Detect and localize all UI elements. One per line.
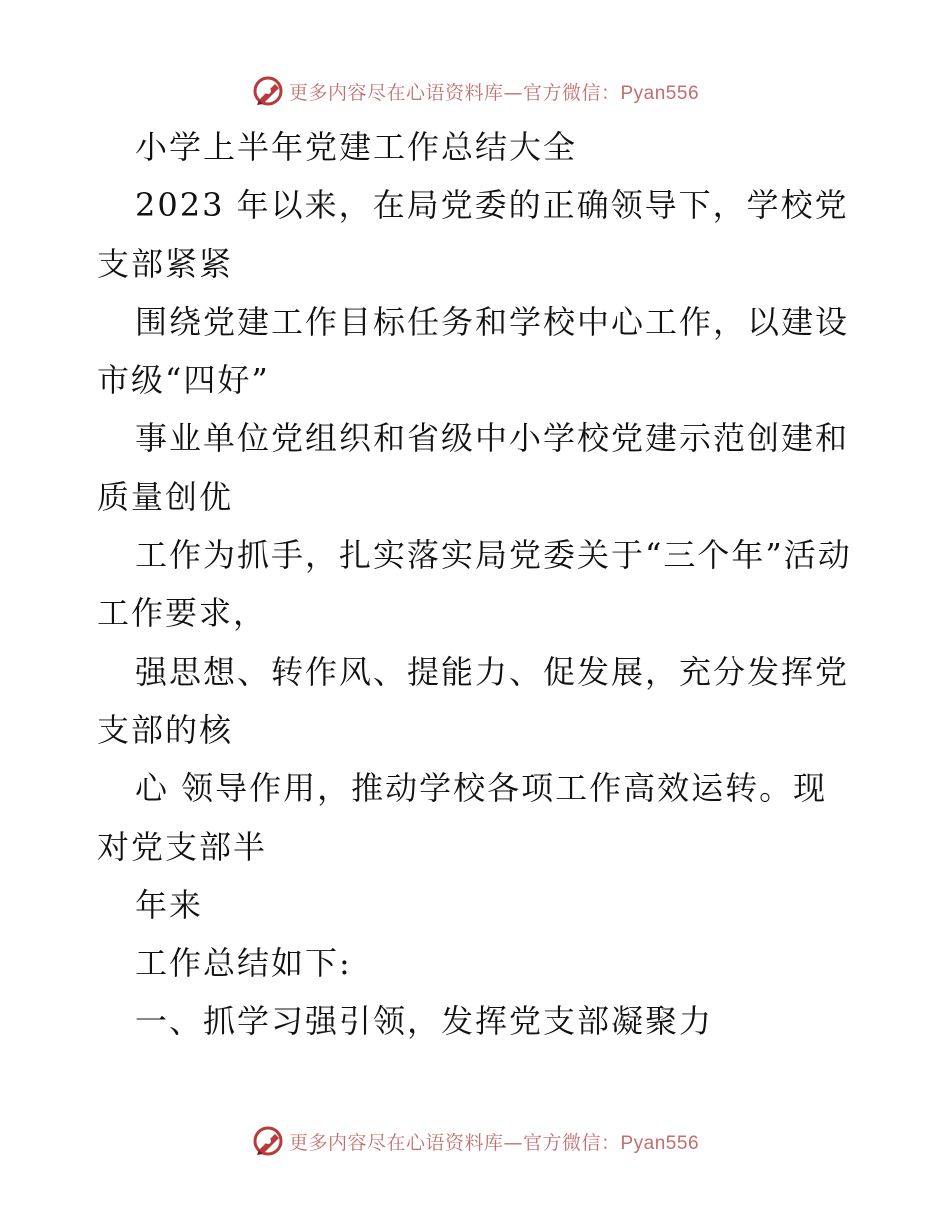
pen-logo-icon [251,74,285,108]
header-watermark [0,71,950,111]
pen-logo-icon [251,1124,285,1158]
document-title: 小学上半年党建工作总结大全 [135,128,578,166]
paragraph: 心 领导作用，推动学校各项工作高效运转。现对党支部半 [97,769,828,866]
footer-watermark [0,1121,950,1161]
watermark-text: 更多内容尽在心语资料库—官方微信： [288,81,621,104]
paragraph: 事业单位党组织和省级中小学校党建示范创建和质量创优 [97,419,850,516]
document-body [97,118,857,1051]
paragraph: 强思想、转作风、提能力、促发展，充分发挥党支部的核 [97,652,850,749]
paragraph: 工作总结如下: [135,944,352,983]
watermark-text: 更多内容尽在心语资料库—官方微信： [288,1131,621,1154]
watermark-wechat-id: Pyan556 [620,82,700,104]
paragraph: 工作为抓手，扎实落实局党委关于“三个年”活动工作要求， [97,536,852,633]
section-heading: 一、抓学习强引领，发挥党支部凝聚力 [135,1002,714,1041]
watermark-wechat-id: Pyan556 [620,1132,700,1154]
paragraph: 围绕党建工作目标任务和学校中心工作，以建设市级“四好” [97,302,850,400]
paragraph: 年来 [135,885,204,924]
paragraph: 2023 年以来，在局党委的正确领导下，学校党支部紧紧 [97,186,849,283]
